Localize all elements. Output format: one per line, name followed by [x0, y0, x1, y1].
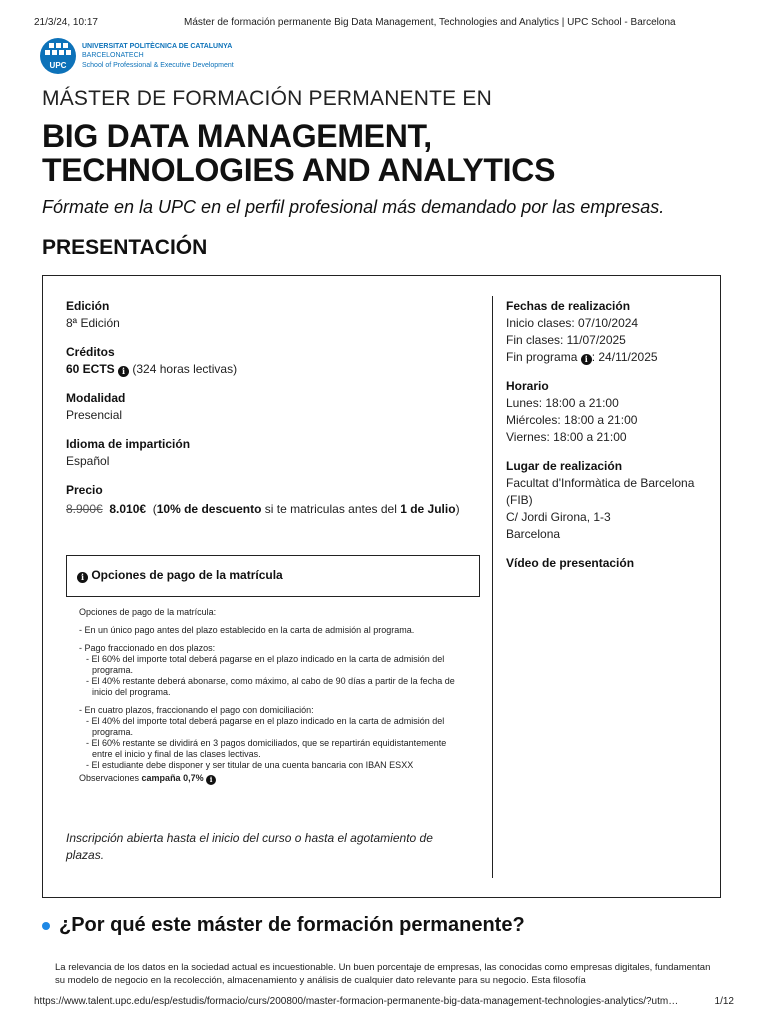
info-icon[interactable]: i — [118, 366, 129, 377]
edicion-value: 8ª Edición — [66, 316, 120, 330]
print-date: 21/3/24, 10:17 — [34, 17, 98, 28]
idioma-value: Español — [66, 454, 110, 468]
horario-label: Horario — [506, 379, 549, 393]
why-title-text: ¿Por qué este máster de formación permanente? — [59, 914, 525, 936]
observations-campaign: campaña 0,7% — [141, 773, 204, 783]
field-precio — [66, 482, 486, 520]
payment-option-two: - Pago fraccionado en dos plazos: — [79, 643, 216, 653]
info-icon[interactable]: i — [206, 775, 216, 785]
creditos-label: Créditos — [66, 345, 115, 359]
video-label[interactable]: Vídeo de presentación — [506, 556, 635, 570]
precio-new: 8.010€ — [109, 502, 147, 516]
payment-option-four: - En cuatro plazos, fraccionando el pago con domiciliación: — [79, 705, 314, 715]
field-creditos — [66, 344, 486, 378]
info-left-column — [66, 298, 486, 532]
payment-options-toggle[interactable] — [66, 555, 480, 597]
precio-deadline: 1 de Julio — [400, 502, 456, 516]
payment-option-single: - En un único pago antes del plazo establecido en la carta de admisión al programa. — [79, 625, 415, 635]
field-edicion — [66, 298, 486, 332]
print-header — [34, 17, 734, 28]
why-section-title — [42, 914, 525, 937]
fechas-label: Fechas de realización — [506, 299, 631, 313]
payment-options-label: Opciones de pago de la matrícula — [91, 568, 283, 582]
lugar-facultad: Facultat d'Informàtica de Barcelona (FIB) — [506, 476, 695, 507]
creditos-hours: (324 horas lectivas) — [132, 362, 238, 376]
bullet-icon — [42, 922, 50, 930]
lugar-city: Barcelona — [506, 527, 561, 541]
program-title-line2: TECHNOLOGIES AND ANALYTICS — [42, 152, 556, 188]
print-page-number: 1/12 — [714, 996, 734, 1007]
field-lugar — [506, 458, 706, 543]
lugar-label: Lugar de realización — [506, 459, 623, 473]
horario-viernes: Viernes: 18:00 a 21:00 — [506, 430, 627, 444]
modalidad-value: Presencial — [66, 408, 123, 422]
print-doc-title: Máster de formación permanente Big Data Management, Technologies and Analytics | UPC School - Barcelona — [184, 17, 676, 28]
payment-observations — [79, 773, 479, 785]
payment-option-two-a: - El 60% del importe total deberá pagarse en el plazo indicado en la carta de admisión del programa. — [86, 654, 445, 675]
program-tagline: Fórmate en la UPC en el perfil profesional más demandado por las empresas. — [42, 197, 665, 217]
payment-option-four-c: - El estudiante debe disponer y ser titular de una cuenta bancaria con IBAN ESXX — [86, 760, 414, 770]
info-icon[interactable]: i — [581, 354, 592, 365]
print-url: https://www.talent.upc.edu/esp/estudis/formacio/curs/200800/master-formacion-permanente-big-data-management-technologies-analytics/?utm… — [34, 996, 679, 1007]
fin-programa-label: Fin programa — [506, 350, 578, 364]
inicio-clases: Inicio clases: 07/10/2024 — [506, 316, 639, 330]
column-divider — [492, 296, 493, 878]
field-horario — [506, 378, 706, 446]
edicion-label: Edición — [66, 299, 110, 313]
creditos-ects: 60 ECTS — [66, 362, 115, 376]
precio-value — [66, 499, 486, 520]
fin-programa-date: : 24/11/2025 — [591, 350, 658, 364]
observations-label: Observaciones — [79, 773, 140, 783]
why-body-text: La relevancia de los datos en la sociedad actual es incuestionable. Un buen porcentaje de empresas, las conocidas como empresas digitales, fundamentan su modelo de negocio en la recolección, almacenamiento y análisis de cualquier dato relevante para su negocio. Esta filosofía — [55, 962, 711, 986]
precio-old: 8.900€ — [66, 502, 103, 516]
info-icon: i — [77, 572, 88, 583]
precio-discount: 10% de descuento — [156, 502, 262, 516]
horario-lunes: Lunes: 18:00 a 21:00 — [506, 396, 619, 410]
logo-text — [82, 42, 234, 70]
inscripcion-note: Inscripción abierta hasta el inicio del curso o hasta el agotamiento de plazas. — [66, 831, 433, 862]
logo-university: UNIVERSITAT POLITÈCNICA DE CATALUNYA — [82, 43, 233, 50]
program-title-line1: BIG DATA MANAGEMENT, — [42, 118, 432, 154]
logo-school: School of Professional & Executive Development — [82, 62, 234, 69]
program-kicker: MÁSTER DE FORMACIÓN PERMANENTE EN — [42, 87, 492, 110]
horario-miercoles: Miércoles: 18:00 a 21:00 — [506, 413, 638, 427]
logo-barcelonatech: BARCELONATECH — [82, 52, 144, 59]
upc-logo-mark-icon — [40, 38, 76, 74]
fin-clases: Fin clases: 11/07/2025 — [506, 333, 626, 347]
print-footer — [34, 996, 734, 1007]
info-right-column — [506, 298, 706, 584]
payment-options-details — [79, 607, 479, 785]
field-modalidad — [66, 390, 486, 424]
creditos-value — [66, 361, 486, 378]
modalidad-label: Modalidad — [66, 391, 126, 405]
field-fechas — [506, 298, 706, 366]
payment-option-four-a: - El 40% del importe total deberá pagarse en el plazo indicado en la carta de admisión del programa. — [86, 716, 445, 737]
field-video[interactable] — [506, 555, 706, 572]
lugar-address: C/ Jordi Girona, 1-3 — [506, 510, 611, 524]
idioma-label: Idioma de impartición — [66, 437, 191, 451]
field-idioma — [66, 436, 486, 470]
payment-option-four-b: - El 60% restante se dividirá en 3 pagos domiciliados, que se repartirán equidistantemente entre el inicio y final de las clases lectivas. — [86, 738, 447, 759]
section-title-presentacion: PRESENTACIÓN — [42, 236, 208, 259]
precio-condition: si te matriculas antes del — [264, 502, 397, 516]
upc-logo[interactable] — [40, 38, 234, 74]
program-info-box — [42, 275, 721, 898]
payment-intro: Opciones de pago de la matrícula: — [79, 607, 217, 617]
precio-label: Precio — [66, 483, 103, 497]
payment-option-two-b: - El 40% restante deberá abonarse, como máximo, al cabo de 90 días a partir de la fecha de inicio del programa. — [86, 676, 455, 697]
logo-mark-text: UPC — [49, 61, 67, 70]
program-title — [42, 119, 555, 187]
fin-programa — [506, 349, 706, 366]
precio-paren-close: ) — [455, 502, 460, 516]
precio-paren-open: ( — [152, 502, 157, 516]
